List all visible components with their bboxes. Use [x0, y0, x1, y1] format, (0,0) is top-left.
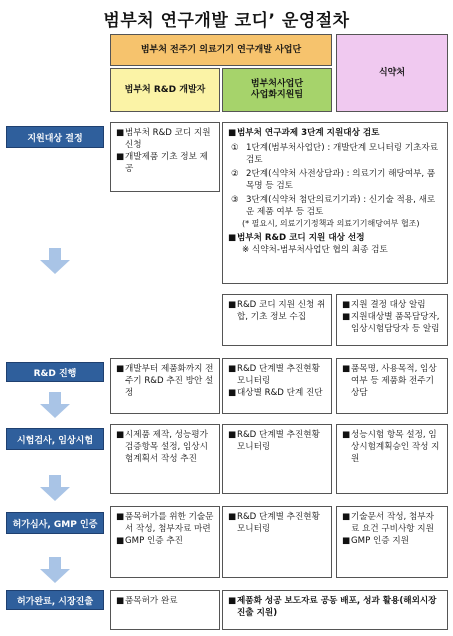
row5-rnd-box [110, 590, 220, 630]
list-item: ■ GMP 인증 추진 [116, 536, 183, 546]
list-item: ■ 지원대상별 품목담당자, 임상시험담당자 등 알림 [342, 312, 440, 334]
down-arrow-icon [40, 475, 70, 501]
list-item: ■ GMP 인증 지원 [342, 536, 409, 546]
list-item: ■ R&D 단계별 추진현황 모니터링 [228, 430, 320, 452]
list-item: ■ 시제품 제작, 성능평가 검증항목 설정, 임상시험계획서 작성 추진 [116, 430, 208, 464]
stage-target-decision [6, 126, 104, 148]
row1-review-box [222, 122, 448, 284]
header-commercialization-team [222, 68, 332, 112]
list-item: ■ 범부처 R&D 코디 지원 신청 [116, 128, 211, 150]
header-rnd-developer-label: 범부처 R&D 개발자 [124, 84, 206, 95]
stage-label: 허가완료, 시장진출 [16, 596, 94, 607]
square-bullet-icon: ■ [228, 128, 237, 138]
review-note-1: (* 필요시, 의료기기정책과 의료기기해당여부 협조) [242, 219, 420, 228]
square-bullet-icon: ■ [342, 364, 351, 374]
stage-market-entry [6, 590, 104, 610]
square-bullet-icon: ■ [342, 536, 351, 546]
row3-mfds-box [336, 424, 448, 494]
header-rnd-developer [110, 68, 220, 112]
square-bullet-icon: ■ [342, 312, 351, 322]
stage-label: 지원대상 결정 [27, 133, 83, 144]
list-item: ■ R&D 단계별 추진현황 모니터링 [228, 512, 320, 534]
list-item: ■ 개발부터 제품화까지 전주기 R&D 추진 방안 설정 [116, 364, 214, 398]
square-bullet-icon: ■ [228, 596, 237, 606]
square-bullet-icon: ■ [342, 512, 351, 522]
list-item: ■ 품목허가 완료 [116, 596, 178, 606]
page-title: 범부처 연구개발 코디’ 운영절차 [103, 11, 350, 31]
square-bullet-icon: ■ [116, 536, 125, 546]
list-item: ■ R&D 코디 지원 신청 취합, 기초 정보 수집 [228, 300, 326, 322]
stage-rnd-progress [6, 362, 104, 382]
stage-label: R&D 진행 [33, 368, 77, 379]
down-arrow-icon [40, 248, 70, 274]
square-bullet-icon: ■ [116, 430, 125, 440]
stage-label: 허가심사, GMP 인증 [12, 519, 98, 530]
square-bullet-icon: ■ [116, 152, 125, 162]
header-project-group [110, 34, 332, 66]
row4-mfds-box [336, 506, 448, 578]
square-bullet-icon: ■ [228, 300, 237, 310]
down-arrow-icon [40, 392, 70, 418]
row2-mfds-box [336, 358, 448, 414]
header-mfds [336, 34, 448, 112]
review-select: ■ 범부처 R&D 코디 지원 대상 선정 [228, 233, 365, 243]
stage-label: 시험검사, 임상시험 [16, 435, 94, 446]
step-number: ③ [231, 195, 239, 205]
review-heading: ■ 범부처 연구과제 3단계 지원대상 검토 [228, 128, 380, 138]
stage-approval-gmp [6, 512, 104, 534]
list-item: ■ R&D 단계별 추진현황 모니터링 [228, 364, 320, 386]
square-bullet-icon: ■ [116, 364, 125, 374]
header-mfds-label: 식약처 [378, 67, 406, 78]
list-item: ■ 품목명, 사용목적, 임상여부 등 제품화 전주기 상담 [342, 364, 437, 398]
row2-biz-box [222, 358, 332, 414]
square-bullet-icon: ■ [116, 128, 125, 138]
row5-joint-box [222, 590, 448, 630]
square-bullet-icon: ■ [228, 388, 237, 398]
review-note-2: ※ 식약처-범부처사업단 협의 최종 검토 [242, 245, 388, 255]
square-bullet-icon: ■ [116, 596, 125, 606]
step-number: ② [231, 169, 239, 179]
square-bullet-icon: ■ [342, 430, 351, 440]
square-bullet-icon: ■ [228, 512, 237, 522]
square-bullet-icon: ■ [228, 364, 237, 374]
review-step-2: ② 2단계(식약처 사전상담과) : 의료기기 해당여부, 품목명 등 검토 [231, 169, 436, 191]
row4-biz-box [222, 506, 332, 578]
row1-biz-box [222, 294, 332, 346]
row3-rnd-box [110, 424, 220, 494]
list-item: ■ 품목허가를 위한 기술문서 작성, 첨부자료 마련 [116, 512, 214, 534]
row1-mfds-box [336, 294, 448, 346]
row2-rnd-box [110, 358, 220, 414]
down-arrow-icon [40, 557, 70, 583]
list-item: ■ 기술문서 작성, 첨부자료 요건 구비사항 지원 [342, 512, 434, 534]
row1-rnd-box [110, 122, 220, 192]
stage-testing-clinical [6, 428, 104, 450]
review-step-1: ① 1단계(범부처사업단) : 개발단계 모니터링 기초자료 검토 [231, 143, 439, 165]
list-item: ■ 대상별 R&D 단계 진단 [228, 388, 323, 398]
square-bullet-icon: ■ [228, 430, 237, 440]
square-bullet-icon: ■ [116, 512, 125, 522]
review-step-3: ③ 3단계(식약처 첨단의료기기과) : 신기술 적용, 새로운 제품 여부 등 검토 [231, 195, 436, 217]
square-bullet-icon: ■ [342, 300, 351, 310]
list-item: ■ 개발제품 기초 정보 제공 [116, 152, 208, 174]
step-number: ① [231, 143, 239, 153]
header-project-group-label: 범부처 전주기 의료기기 연구개발 사업단 [140, 44, 302, 55]
square-bullet-icon: ■ [228, 233, 237, 243]
row4-rnd-box [110, 506, 220, 578]
row3-biz-box [222, 424, 332, 494]
list-item: ■ 제품화 성공 보도자료 공동 배포, 성과 활용(해외시장 진출 지원) [228, 596, 437, 618]
header-commercialization-team-label: 범부처사업단 사업화지원팀 [250, 79, 304, 100]
list-item: ■ 지원 결정 대상 알림 [342, 300, 426, 310]
list-item: ■ 성능시험 항목 설정, 임상시험계획승인 작성 지원 [342, 430, 440, 464]
